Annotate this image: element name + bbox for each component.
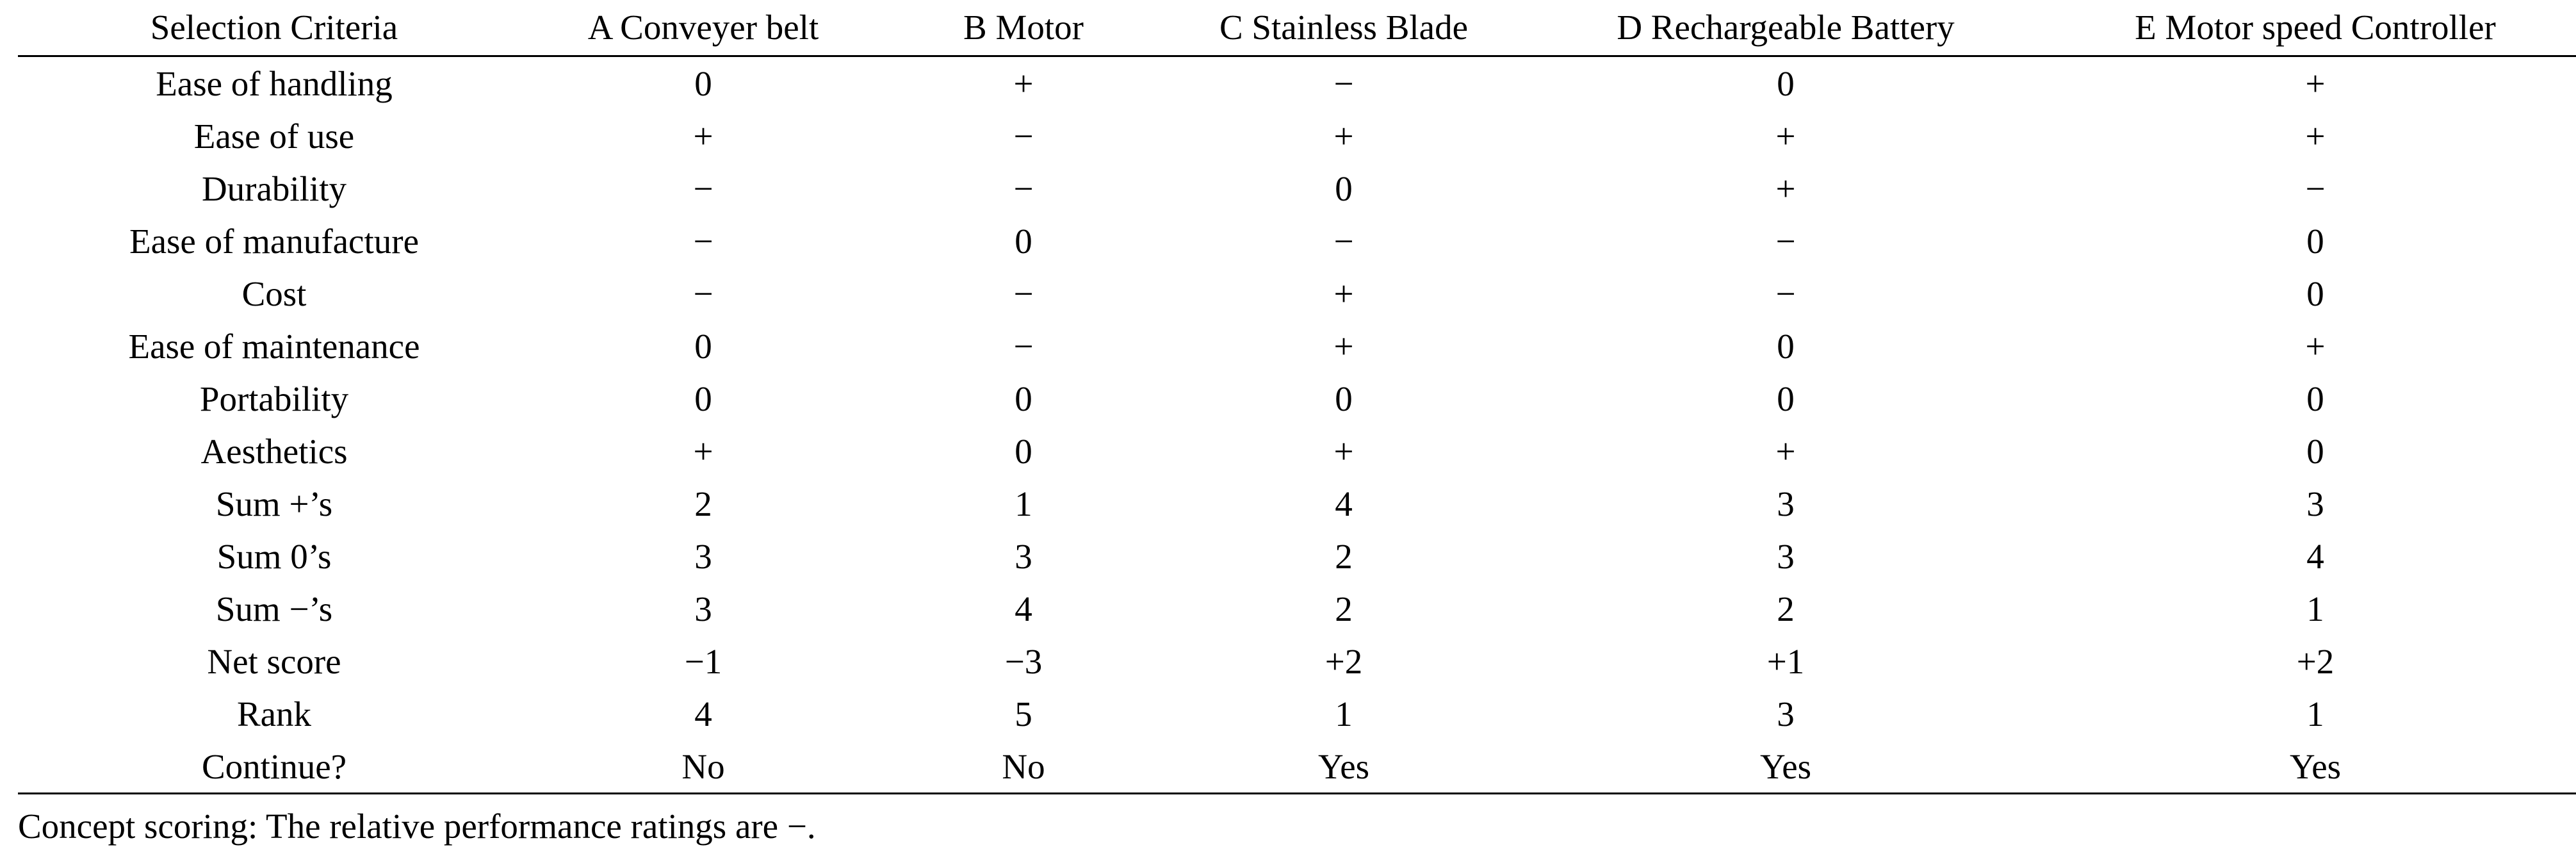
summary-label-cell: Sum 0’s [216, 536, 332, 576]
summary-value-cell: 3 [694, 589, 712, 628]
table-header [18, 0, 2576, 56]
summary-label-cell: Net score [207, 641, 341, 681]
summary-label-cell: Sum +’s [215, 484, 333, 523]
summary-value-cell: 1 [1335, 694, 1353, 734]
summary-value-cell: +2 [1325, 641, 1363, 681]
rating-cell: + [693, 116, 713, 156]
criteria-cell: Ease of manufacture [129, 221, 419, 261]
summary-value-cell: 3 [1777, 694, 1795, 734]
summary-label-cell: Sum −’s [215, 589, 333, 628]
rating-cell: 0 [1777, 379, 1795, 418]
rating-cell: 0 [2306, 379, 2324, 418]
rating-cell: + [1333, 431, 1354, 471]
summary-value-cell: 3 [1777, 536, 1795, 576]
criteria-cell: Cost [241, 274, 307, 313]
header-concept-e: E Motor speed Controller [2135, 8, 2496, 47]
summary-value-cell: −1 [684, 641, 722, 681]
summary-value-cell: 3 [2306, 484, 2324, 523]
rating-cell: 0 [1015, 379, 1032, 418]
table-row [18, 162, 2576, 215]
concept-scoring-table-container [18, 0, 2576, 794]
criteria-cell: Aesthetics [200, 431, 348, 471]
rating-cell: 0 [2306, 221, 2324, 261]
summary-value-cell: Yes [1317, 746, 1370, 786]
criteria-cell: Ease of use [193, 116, 355, 156]
rating-cell: − [693, 274, 713, 313]
rating-cell: − [1333, 221, 1354, 261]
summary-value-cell: 3 [1015, 536, 1032, 576]
table-row [18, 477, 2576, 530]
criteria-cell: Ease of maintenance [128, 326, 420, 366]
summary-value-cell: 1 [2306, 589, 2324, 628]
concept-scoring-table [18, 0, 2576, 794]
header-concept-c: C Stainless Blade [1219, 8, 1469, 47]
rating-cell: + [2305, 63, 2326, 103]
rating-cell: 0 [1335, 168, 1353, 208]
summary-value-cell: Yes [2289, 746, 2342, 786]
summary-value-cell: No [1002, 746, 1045, 786]
summary-value-cell: 4 [1015, 589, 1032, 628]
rating-cell: 0 [694, 379, 712, 418]
table-footnote: Concept scoring: The relative performance ratings are −. [18, 807, 816, 846]
rating-cell: − [1013, 274, 1034, 313]
rating-cell: 0 [1777, 326, 1795, 366]
rating-cell: − [693, 221, 713, 261]
table-row [18, 425, 2576, 477]
rating-cell: − [1775, 221, 1796, 261]
table-row [18, 687, 2576, 740]
rating-cell: 0 [2306, 431, 2324, 471]
table-row [18, 215, 2576, 267]
summary-value-cell: +2 [2296, 641, 2335, 681]
header-concept-a: A Conveyer belt [587, 8, 819, 47]
summary-value-cell: 3 [694, 536, 712, 576]
criteria-cell: Ease of handling [156, 63, 393, 103]
rating-cell: 0 [2306, 274, 2324, 313]
summary-value-cell: 1 [1015, 484, 1032, 523]
rating-cell: 0 [694, 326, 712, 366]
summary-value-cell: 4 [1335, 484, 1353, 523]
summary-label-cell: Continue? [201, 746, 347, 786]
rating-cell: 0 [1777, 63, 1795, 103]
rating-cell: − [693, 168, 713, 208]
rating-cell: + [1013, 63, 1034, 103]
table-row [18, 267, 2576, 320]
rating-cell: + [1775, 168, 1796, 208]
rating-cell: − [1775, 274, 1796, 313]
table-row [18, 530, 2576, 582]
summary-value-cell: 3 [1777, 484, 1795, 523]
summary-value-cell: 2 [1777, 589, 1795, 628]
summary-value-cell: 2 [1335, 536, 1353, 576]
rating-cell: − [1013, 168, 1034, 208]
summary-value-cell: No [681, 746, 725, 786]
table-row [18, 635, 2576, 687]
header-row [18, 0, 2576, 56]
rating-cell: + [2305, 116, 2326, 156]
table-row [18, 582, 2576, 635]
summary-value-cell: Yes [1759, 746, 1812, 786]
summary-value-cell: 2 [1335, 589, 1353, 628]
table-row [18, 110, 2576, 162]
table-row [18, 320, 2576, 372]
rating-cell: + [1775, 116, 1796, 156]
rating-cell: 0 [1015, 431, 1032, 471]
summary-value-cell: 4 [2306, 536, 2324, 576]
table-body [18, 56, 2576, 794]
rating-cell: 0 [1335, 379, 1353, 418]
table-row [18, 56, 2576, 110]
rating-cell: + [693, 431, 713, 471]
rating-cell: − [1013, 326, 1034, 366]
rating-cell: + [2305, 326, 2326, 366]
table-row [18, 740, 2576, 794]
summary-value-cell: −3 [1004, 641, 1043, 681]
rating-cell: + [1775, 431, 1796, 471]
rating-cell: 0 [694, 63, 712, 103]
header-concept-d: D Rechargeable Battery [1617, 8, 1955, 47]
summary-value-cell: +1 [1766, 641, 1805, 681]
criteria-cell: Portability [199, 379, 349, 418]
rating-cell: + [1333, 326, 1354, 366]
header-selection-criteria: Selection Criteria [150, 8, 398, 47]
criteria-cell: Durability [201, 168, 347, 208]
summary-value-cell: 5 [1015, 694, 1032, 734]
summary-label-cell: Rank [236, 694, 312, 734]
rating-cell: + [1333, 116, 1354, 156]
table-row [18, 372, 2576, 425]
summary-value-cell: 2 [694, 484, 712, 523]
summary-value-cell: 1 [2306, 694, 2324, 734]
summary-value-cell: 4 [694, 694, 712, 734]
rating-cell: − [2305, 168, 2326, 208]
header-concept-b: B Motor [963, 8, 1084, 47]
rating-cell: 0 [1015, 221, 1032, 261]
rating-cell: − [1013, 116, 1034, 156]
rating-cell: − [1333, 63, 1354, 103]
rating-cell: + [1333, 274, 1354, 313]
